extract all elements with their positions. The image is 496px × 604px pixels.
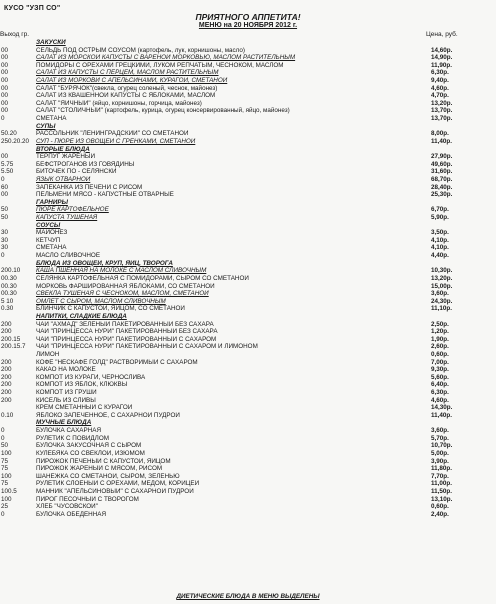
menu-list <box>0 39 496 518</box>
item-output-weight: 00 <box>1 84 9 92</box>
item-name: КИСЕЛЬ ИЗ СЛИВЫ <box>36 396 96 404</box>
menu-item-row <box>0 161 496 169</box>
menu-item-row <box>0 298 496 306</box>
item-output-weight: 100 <box>1 449 12 457</box>
item-price: 4,70р. <box>431 92 449 100</box>
item-price: 5,60р. <box>431 373 449 381</box>
item-output-weight: 25 <box>1 503 9 511</box>
menu-item-row <box>0 107 496 115</box>
menu-item-row <box>0 458 496 466</box>
item-output-weight: 00 <box>1 77 9 85</box>
menu-item-row <box>0 511 496 519</box>
menu-item-row <box>0 473 496 481</box>
item-name: РАССОЛЬНИК "ЛЕНИНГРАДСКИЙ" СО СМЕТАНОЙ <box>36 130 189 138</box>
item-name: ЧАЙ "АХМАД" ЗЕЛЕНЫЙ ПАКЕТИРОВАННЫЙ БЕЗ САХАРА <box>36 320 214 328</box>
item-price: 14,60р. <box>431 46 453 54</box>
item-name: СМЕТАНА <box>36 115 67 123</box>
menu-item-row <box>0 397 496 405</box>
item-output-weight: 200 <box>1 358 12 366</box>
item-name: САЛАТ "БУРЯЧОК"(свекла, огурец соленый, чеснок, майонез) <box>36 84 218 92</box>
item-output-weight: 50.20 <box>1 130 17 138</box>
item-price: 11,40р. <box>431 411 453 419</box>
menu-item-row <box>0 214 496 222</box>
item-name: КОМПОТ ИЗ КУРАГИ, ЧЕРНОСЛИВА <box>36 373 146 381</box>
menu-item-row <box>0 389 496 397</box>
menu-item-row <box>0 184 496 192</box>
section-title: ГАРНИРЫ <box>36 198 68 206</box>
item-name: ЛИМОН <box>36 350 60 358</box>
item-name: КОМПОТ ИЗ ГРУШИ <box>36 389 97 397</box>
item-name: КЕТЧУП <box>36 236 61 244</box>
item-name: ЗАПЕКАНКА ИЗ ПЕЧЕНИ С РИСОМ <box>36 183 143 191</box>
item-price: 11,10р. <box>431 305 453 313</box>
menu-item-row <box>0 153 496 161</box>
item-name: СЕЛЯНКА КАРТОФЕЛЬНАЯ С ПОМИДОРАМИ, СЫРОМ СО СМЕТАНОЙ <box>36 274 249 282</box>
item-name: ТЕРПУГ ЖАРЕНЫЙ <box>36 153 95 161</box>
menu-item-row <box>0 435 496 443</box>
item-price: 14,30р. <box>431 404 453 412</box>
page-title: ПРИЯТНОГО АППЕТИТА! <box>195 12 301 22</box>
item-output-weight: 250.20.20 <box>1 137 30 145</box>
item-price: 14,90р. <box>431 54 453 62</box>
column-header-price: Цена, руб. <box>426 31 458 38</box>
menu-item-row <box>0 381 496 389</box>
item-price: 5,70р. <box>431 434 449 442</box>
item-price: 5,90р. <box>431 214 449 222</box>
item-price: 10,70р. <box>431 442 453 450</box>
item-output-weight: 200.15 <box>1 335 21 343</box>
item-price: 8,00р. <box>431 130 449 138</box>
menu-item-row <box>0 100 496 108</box>
menu-item-row <box>0 283 496 291</box>
item-name: КАША ПШЕННАЯ НА МОЛОКЕ С МАСЛОМ СЛИВОЧНЫМ <box>36 267 207 275</box>
item-name: ЧАЙ "ПРИНЦЕССА НУРИ" ПАКЕТИРОВАННЫЙ С САХАРОМ И ЛИМОНОМ <box>36 343 258 351</box>
item-output-weight: 5.75 <box>1 160 14 168</box>
item-price: 9,40р. <box>431 77 449 85</box>
item-name: ЯЗЫК ОТВАРНОЙ <box>36 175 91 183</box>
item-output-weight: 0 <box>1 175 5 183</box>
item-price: 13,20р. <box>431 99 453 107</box>
item-name: ШАНЕЖКА СО СМЕТАНОЙ, СЫРОМ, ЗЕЛЕНЬЮ <box>36 472 180 480</box>
menu-item-row <box>0 62 496 70</box>
item-name: ПИРОГ ПЕСОЧНЫЙ С ТВОРОГОМ <box>36 495 139 503</box>
menu-item-row <box>0 496 496 504</box>
menu-section-header <box>0 313 496 321</box>
item-price: 0,60р. <box>431 350 449 358</box>
menu-item-row <box>0 465 496 473</box>
item-output-weight: 75 <box>1 465 9 473</box>
item-price: 13,70р. <box>431 107 453 115</box>
menu-date: МЕНЮ на 20 НОЯБРЯ 2012 г. <box>198 22 298 29</box>
item-name: ПОМИДОРЫ С ОРЕХАМИ ГРЕЦКИМИ, ЛУКОМ РЕПЧАТЫМ, ЧЕСНОКОМ, МАСЛОМ <box>36 61 284 69</box>
menu-item-row <box>0 412 496 420</box>
item-name: БУЛОЧКА ОБЕДЕННАЯ <box>36 510 107 518</box>
menu-item-row <box>0 305 496 313</box>
item-price: 4,10р. <box>431 244 449 252</box>
item-price: 6,70р. <box>431 206 449 214</box>
item-name: СВЕКЛА ТУШЕНАЯ С ЧЕСНОКОМ, МАСЛОМ, СМЕТАНОЙ <box>36 290 209 298</box>
item-name: САЛАТ ИЗ МОРКОВИ С АПЕЛЬСИНАМИ, КУРАГОЙ, СМЕТАНОЙ <box>36 77 228 85</box>
item-price: 4,60р. <box>431 84 449 92</box>
item-output-weight: 50 <box>1 214 9 222</box>
item-name: ПЕЛЬМЕНИ МЯСО - КАПУСТНЫЕ ОТВАРНЫЕ <box>36 191 174 199</box>
menu-item-row <box>0 229 496 237</box>
item-price: 13,70р. <box>431 115 453 123</box>
item-name: КОМПОТ ИЗ ЯБЛОК, КЛЮКВЫ <box>36 381 128 389</box>
item-name: КАКАО НА МОЛОКЕ <box>36 366 96 374</box>
item-price: 5,00р. <box>431 449 449 457</box>
menu-item-row <box>0 359 496 367</box>
item-name: РУЛЕТИК С ПОВИДЛОМ <box>36 434 109 442</box>
item-price: 27,90р. <box>431 153 453 161</box>
menu-item-row <box>0 267 496 275</box>
menu-item-row <box>0 351 496 359</box>
section-title: МУЧНЫЕ БЛЮДА <box>36 419 92 427</box>
item-output-weight: 5.50 <box>1 168 14 176</box>
item-output-weight: 200 <box>1 389 12 397</box>
item-name: ЧАЙ "ПРИНЦЕССА НУРИ" ПАКЕТИРОВАННЫЙ БЕЗ САХАРА <box>36 328 218 336</box>
section-title: ВТОРЫЕ БЛЮДА <box>36 145 90 153</box>
item-name: СУП - ПЮРЕ ИЗ ОВОЩЕЙ С ГРЕНКАМИ, СМЕТАНОЙ <box>36 137 196 145</box>
menu-item-row <box>0 442 496 450</box>
menu-item-row <box>0 252 496 260</box>
menu-item-row <box>0 374 496 382</box>
menu-item-row <box>0 275 496 283</box>
item-name: САЛАТ ИЗ КАПУСТЫ С ПЕРЦЕМ, МАСЛОМ РАСТИТЕЛЬНЫМ <box>36 69 219 77</box>
item-output-weight: 00 <box>1 46 9 54</box>
menu-item-row <box>0 480 496 488</box>
menu-item-row <box>0 85 496 93</box>
item-price: 7,00р. <box>431 358 449 366</box>
item-output-weight: 200 <box>1 381 12 389</box>
item-name: ПИРОЖОК ЖАРЕНЫЙ С МЯСОМ, РИСОМ <box>36 465 163 473</box>
item-output-weight: 60 <box>1 183 9 191</box>
item-price: 3,60р. <box>431 427 449 435</box>
item-output-weight: 200 <box>1 328 12 336</box>
menu-item-row <box>0 54 496 62</box>
item-name: КУЛЕБЯКА СО СВЕКЛОЙ, ИЗЮМОМ <box>36 449 145 457</box>
menu-section-header <box>0 123 496 131</box>
item-price: 6,30р. <box>431 69 449 77</box>
item-output-weight: 30 <box>1 236 9 244</box>
item-name: СМЕТАНА <box>36 244 67 252</box>
menu-item-row <box>0 206 496 214</box>
item-output-weight: 00 <box>1 69 9 77</box>
item-name: КОФЕ "НЕСКАФЕ ГОЛД" РАСТВОРИМЫЙ С САХАРОМ <box>36 358 198 366</box>
menu-item-row <box>0 77 496 85</box>
item-output-weight: 100 <box>1 495 12 503</box>
menu-item-row <box>0 290 496 298</box>
item-name: ЧАЙ "ПРИНЦЕССА НУРИ" ПАКЕТИРОВАННЫЙ С САХАРОМ <box>36 335 217 343</box>
item-name: САЛАТ "ЯИЧНЫЙ" (яйцо, корнишоны, горчица, майонез) <box>36 99 202 107</box>
item-output-weight: 00 <box>1 153 9 161</box>
item-output-weight: 200.15.7 <box>1 343 26 351</box>
item-price: 15,00р. <box>431 282 453 290</box>
item-price: 2,40р. <box>431 510 449 518</box>
item-output-weight: 00.30 <box>1 274 17 282</box>
item-price: 31,60р. <box>431 168 453 176</box>
item-output-weight: 100 <box>1 472 12 480</box>
item-name: ПЮРЕ КАРТОФЕЛЬНОЕ <box>36 206 109 214</box>
item-output-weight: 200 <box>1 373 12 381</box>
menu-item-row <box>0 366 496 374</box>
item-output-weight: 00 <box>1 92 9 100</box>
item-price: 3,90р. <box>431 457 449 465</box>
item-price: 13,10р. <box>431 495 453 503</box>
item-price: 11,80р. <box>431 465 453 473</box>
item-output-weight: 0.10 <box>1 411 14 419</box>
menu-item-row <box>0 191 496 199</box>
item-price: 7,70р. <box>431 472 449 480</box>
item-price: 49,60р. <box>431 160 453 168</box>
menu-item-row <box>0 450 496 458</box>
item-price: 24,30р. <box>431 297 453 305</box>
menu-section-header <box>0 260 496 268</box>
item-price: 6,30р. <box>431 389 449 397</box>
column-header-output: Выход гр. <box>0 31 30 38</box>
item-price: 11,40р. <box>431 137 453 145</box>
item-name: ПИРОЖОК ПЕЧЕНЫЙ С КАПУСТОЙ, ЯЙЦОМ <box>36 457 171 465</box>
item-output-weight: 200 <box>1 366 12 374</box>
item-name: САЛАТ "СТОЛИЧНЫЙ" (картофель, курица, огурец консервированный, яйцо, майонез) <box>36 107 290 115</box>
item-output-weight: 0 <box>1 115 5 123</box>
item-output-weight: 5 10 <box>1 297 14 305</box>
item-output-weight: 200 <box>1 396 12 404</box>
item-output-weight: 00.30 <box>1 290 17 298</box>
item-output-weight: 75 <box>1 480 9 488</box>
section-title: ЗАКУСКИ <box>36 39 66 46</box>
item-output-weight: 00.30 <box>1 282 17 290</box>
item-name: БЕФСТРОГАНОВ ИЗ ГОВЯДИНЫ <box>36 160 135 168</box>
menu-item-row <box>0 321 496 329</box>
item-price: 1,90р. <box>431 335 449 343</box>
item-name: МАННИК "АПЕЛЬСИНОВЫЙ" С САХАРНОЙ ПУДРОЙ <box>36 487 194 495</box>
menu-item-row <box>0 168 496 176</box>
menu-item-row <box>0 427 496 435</box>
item-price: 4,40р. <box>431 252 449 260</box>
item-name: ЯБЛОКО ЗАПЕЧЕННОЕ, С САХАРНОЙ ПУДРОЙ <box>36 411 180 419</box>
footer-note: ДИЕТИЧЕСКИЕ БЛЮДА В МЕНЮ ВЫДЕЛЕНЫ <box>176 593 320 600</box>
item-price: 1,20р. <box>431 328 449 336</box>
section-title: СОУСЫ <box>36 221 61 229</box>
menu-item-row <box>0 328 496 336</box>
item-price: 13,20р. <box>431 274 453 282</box>
item-output-weight: 50 <box>1 442 9 450</box>
item-name: САЛАТ ИЗ КВАШЕННОЙ КАПУСТЫ С ЯБЛОКАМИ, МАСЛОМ <box>36 92 216 100</box>
menu-item-row <box>0 92 496 100</box>
menu-item-row <box>0 237 496 245</box>
item-output-weight: 75 <box>1 457 9 465</box>
section-title: СУПЫ <box>36 122 56 130</box>
item-output-weight: 30 <box>1 244 9 252</box>
item-price: 4,10р. <box>431 236 449 244</box>
item-price: 4,60р. <box>431 396 449 404</box>
menu-item-row <box>0 138 496 146</box>
menu-item-row <box>0 488 496 496</box>
item-name: КРЕМ СМЕТАННЫЙ С КУРАГОЙ <box>36 404 133 412</box>
item-price: 25,30р. <box>431 191 453 199</box>
item-price: 3,60р. <box>431 290 449 298</box>
section-title: НАПИТКИ, СЛАДКИЕ БЛЮДА <box>36 312 127 320</box>
menu-section-header <box>0 39 496 47</box>
item-output-weight: 00 <box>1 191 9 199</box>
item-name: САЛАТ ИЗ МОРСКОЙ КАПУСТЫ С ВАРЕНОЙ МОРКОВЬЮ, МАСЛОМ РАСТИТЕЛЬНЫМ <box>36 54 296 62</box>
menu-item-row <box>0 115 496 123</box>
menu-item-row <box>0 47 496 55</box>
item-name: РУЛЕТИК СЛОЕНЫЙ С ОРЕХАМИ, МЕДОМ, КОРИЦЕЙ <box>36 480 200 488</box>
item-name: СЕЛЬДЬ ПОД ОСТРЫМ СОУСОМ (картофель, лук, корнишоны, масло) <box>36 46 246 54</box>
item-name: БУЛОЧКА САХАРНАЯ <box>36 427 101 435</box>
item-price: 2,60р. <box>431 343 449 351</box>
item-name: МАСЛО СЛИВОЧНОЕ <box>36 252 101 260</box>
item-output-weight: 00 <box>1 54 9 62</box>
item-output-weight: 200.10 <box>1 267 21 275</box>
item-price: 0,60р. <box>431 503 449 511</box>
item-output-weight: 00 <box>1 61 9 69</box>
menu-item-row <box>0 69 496 77</box>
item-name: БЛИНЧИК С КАПУСТОЙ, ЯЙЦОМ, СО СМЕТАНОЙ <box>36 305 185 313</box>
item-price: 10,30р. <box>431 267 453 275</box>
item-name: БУЛОЧКА ЗАКУСОЧНАЯ С СЫРОМ <box>36 442 142 450</box>
item-price: 2,50р. <box>431 320 449 328</box>
menu-item-row <box>0 336 496 344</box>
item-output-weight: 0 <box>1 252 5 260</box>
menu-section-header <box>0 199 496 207</box>
menu-item-row <box>0 130 496 138</box>
item-name: БИТОЧЕК ПО - СЕЛЯНСКИ <box>36 168 117 176</box>
item-name: ХЛЕБ "ЧУСОВСКОЙ" <box>36 503 98 511</box>
menu-section-header <box>0 146 496 154</box>
menu-item-row <box>0 503 496 511</box>
item-name: МОРКОВЬ ФАРШИРОВАННАЯ ЯБЛОКАМИ, СО СМЕТАНОЙ <box>36 282 215 290</box>
item-output-weight: 50 <box>1 206 9 214</box>
item-output-weight: 00 <box>1 99 9 107</box>
menu-section-header <box>0 419 496 427</box>
item-name: КАПУСТА ТУШЕНАЯ <box>36 214 98 222</box>
item-price: 11,00р. <box>431 480 453 488</box>
item-output-weight: 0 <box>1 510 5 518</box>
item-price: 6,40р. <box>431 381 449 389</box>
item-output-weight: 0.30 <box>1 305 14 313</box>
item-price: 9,30р. <box>431 366 449 374</box>
menu-item-row <box>0 176 496 184</box>
item-price: 11,50р. <box>431 487 453 495</box>
item-name: МАЙОНЕЗ <box>36 229 68 237</box>
item-name: ОМЛЕТ С СЫРОМ, МАСЛОМ СЛИВОЧНЫМ <box>36 297 166 305</box>
item-price: 3,50р. <box>431 229 449 237</box>
section-title: БЛЮДА ИЗ ОВОЩЕЙ, КРУП, ЯИЦ, ТВОРОГА <box>36 259 173 267</box>
menu-item-row <box>0 343 496 351</box>
menu-section-header <box>0 222 496 230</box>
item-output-weight: 0 <box>1 427 5 435</box>
menu-item-row <box>0 244 496 252</box>
organization-name: КУСО "УЗП СО" <box>4 5 61 12</box>
item-output-weight: 00 <box>1 107 9 115</box>
item-output-weight: 100.5 <box>1 487 17 495</box>
menu-item-row <box>0 404 496 412</box>
item-price: 11,90р. <box>431 61 453 69</box>
item-output-weight: 200 <box>1 320 12 328</box>
item-price: 68,70р. <box>431 175 453 183</box>
item-output-weight: 30 <box>1 229 9 237</box>
item-output-weight: 0 <box>1 434 5 442</box>
item-price: 28,40р. <box>431 183 453 191</box>
